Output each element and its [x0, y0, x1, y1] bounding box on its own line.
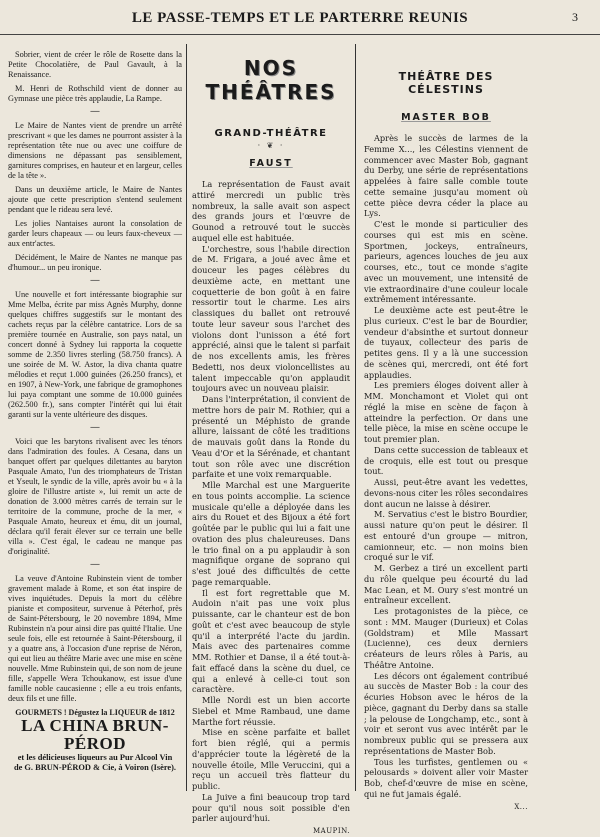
- column-divider: [355, 44, 356, 791]
- article-paragraph: La Juive a fini beaucoup trop tard pour qu'il nous soit possible d'en parler aujourd'hui.: [192, 791, 350, 824]
- article-paragraph: M. Servatius c'est le bistro Bourdier, aussi nature qu'on peut le désirer. Il est entouré d'un groupe — mitron, camionneur, etc. — non moins bien croqué sur le vif.: [364, 509, 528, 563]
- article-paragraph: Dans cette succession de tableaux et de croquis, elle est tout ou presque tout.: [364, 444, 528, 477]
- separator: —: [90, 106, 100, 117]
- news-paragraph: M. Henri de Rothschild vient de donner au Gymnase une pièce très applaudie, La Rampe.: [8, 84, 182, 103]
- article-paragraph: Il est fort regrettable que M. Audoin n'ait pas une voix plus puissante, car le chanteur est de bon goût et c'est avec beaucoup de style qu'il a interprété l'acte du jardin. Mais avec des partenaires comme MM. Rothier et Danse, il a été tout-à-fait effacé dans la scène du duel, ce qui a enlevé à celle-ci tout son caractère.: [192, 587, 350, 695]
- page-header: [0, 0, 600, 35]
- article-signature: X...: [514, 802, 528, 811]
- article-paragraph: C'est le monde si particulier des courses qui est mis en scène. Sportmen, jockeys, entraîneurs, parieurs, agences louches de jeu aux courses, etc., tout ce monde s'agite avec un mouvement, une intensité de vie extraordinaire d'une couleur locale extrêmement intéressante.: [364, 219, 528, 305]
- middle-column: [192, 56, 350, 837]
- article-paragraph: Les premiers éloges doivent aller à MM. Monchamont et Violet qui ont réglé la mise en scène de façon à atteindre la perfection. Or dans une telle pièce, la mise en scène occupe le tout premier plan.: [364, 380, 528, 444]
- article-paragraph: M. Gerbez a tiré un excellent parti du rôle quelque peu écourté du lad Mac Lean, et M. Oury s'est montré un entraîneur excellent.: [364, 563, 528, 606]
- news-paragraph: Les jolies Nantaises auront la consolation de garder leurs chapeaux — ou leurs faux-cheveux — aux entr'actes.: [8, 219, 182, 248]
- left-column: [8, 50, 182, 773]
- news-paragraph: Voici que les barytons rivalisent avec les ténors dans l'admiration des foules. A Cesana, dans un banquet offert par quelques dilettantes au baryton Pasquale Amato, l'un des triomphateurs de Tristan et Yseult, le syndic de la ville, après avoir bu « à la gloire de l'illustre artiste », lui remit un acte de donation de 3.000 mètres carrés de terrain sur le territoire de la commune, proche de la mer, « Pasquale Amato, heureux et ému, dit un journal, déclara qu'il ferait élever sur ce terrain une belle villa ». C'est égal, le cadeau ne manque pas d'originalité.: [8, 437, 182, 556]
- article-signature: MAUPIN.: [313, 827, 350, 835]
- news-paragraph: Décidément, le Maire de Nantes ne manque pas d'humour... un peu ironique.: [8, 253, 182, 272]
- news-paragraph: Sobrier, vient de créer le rôle de Rosette dans la Petite Chocolatière, de Paul Gavault, à la Renaissance.: [8, 50, 182, 79]
- news-paragraph: Dans un deuxième article, le Maire de Nantes ajoute que cette prescription s'entend seulement pendant que le rideau sera levé.: [8, 185, 182, 214]
- article-paragraph: Tous les turfistes, gentlemen ou « pelousards » doivent aller voir Master Bob, chef-d'œuvre de mise en scène, qui ne fut jamais égalé.: [364, 756, 528, 799]
- article-paragraph: L'orchestre, sous l'habile direction de M. Frigara, a joué avec âme et douceur les pages célèbres du deuxième acte, en mettant une coquetterie de bon goût à en faire ressortir tout le charme. Les airs classiques du ballet ont retrouvé toute leur saveur sous l'archet des violons dont l'unisson a été fort apprécié, ainsi que le talent si parfait de nos excellents amis, les frères Bedetti, nos deux violoncellistes au talent impeccable qu'on applaudit toujours avec un nouveau plaisir.: [192, 243, 350, 394]
- article-paragraph: La représentation de Faust avait attiré mercredi un public très nombreux, la salle avait son aspect des grands jours et l'œuvre de Gounod a retrouvé tout le succès auquel elle est habituée.: [192, 179, 350, 243]
- separator: —: [90, 275, 100, 286]
- news-paragraph: Une nouvelle et fort intéressante biographie sur Mme Melba, écrite par miss Agnès Murphy, donne quelques chiffres suggestifs sur le montant des cachets reçus par la célèbre cantatrice. Lors de sa première tournée en Australie, son pays natal, un concert donné à Sydney lui rapporta la coquette somme de 2.350 livres sterling (58.750 francs). A une soirée de M. W. Astor, la diva chanta quatre mélodies et reçut 1.000 guinées (26.250 francs), et en 1907, à New-York, une fabrique de gramophones lui paya comptant une somme de 10.000 guinées (262.500 fr.), sans compter l'intérêt qui lui était garanti sur la vente ultérieure des disques.: [8, 290, 182, 419]
- news-paragraph: La veuve d'Antoine Rubinstein vient de tomber gravement malade à Rome, et son état inspire de vives inquiétudes. Depuis la mort du célèbre pianiste et compositeur, survenue à Péterhof, près de Saint-Pétersbourg, le 20 novembre 1894, Mme Rubinstein n'a pour ainsi dire pas quitté l'Italie. Une seule fois, elle est retournée à Saint-Pétersbourg, il y a quatre ans, à l'occasion d'une reprise de Néron, qui eut lieu au théâtre Marie avec une mise en scène nouvelle. Mme Rubinstein qui, de son nom de jeune fille, s'appelle Wera Tchoukanow, est issue d'une famille noble caucasienne ; elle a eu trois enfants, deux fils et une fille.: [8, 574, 182, 703]
- ornament: · ❦ ·: [257, 141, 285, 150]
- advertisement: [8, 708, 182, 773]
- article-paragraph: Les protagonistes de la pièce, ce sont : MM. Mauger (Durieux) et Colas (Goldstram) et Mlle Massart (Lucienne), ces deux derniers créateurs de leurs rôles à Paris, au Théâtre Antoine.: [364, 606, 528, 670]
- ad-line: et les délicieuses liqueurs au Pur Alcool Vin: [17, 753, 173, 762]
- article-paragraph: Le deuxième acte est peut-être le plus curieux. C'est le bar de Bourdier, vendeur d'absinthe et surtout donneur de tuyaux, collecteur des paris de petites gens. Il y a là une succession de scènes qui, mercredi, ont été fort applaudies.: [364, 305, 528, 380]
- right-column: [364, 70, 528, 812]
- article-title: MASTER BOB: [401, 112, 491, 123]
- article-paragraph: Mlle Marchal est une Marguerite en tous points accomplie. La science musicale qu'elle a déployée dans les airs du Rouet et des Bijoux a été fort goûtée par le public qui lui a fait une ovation des plus chaleureuses. Dans le trio final on a pu applaudir à son magnifique organe de soprano qui s'est joué des difficultés de cette page remarquable.: [192, 480, 350, 587]
- theatre-heading: THÉÂTRE DES CÉLESTINS: [398, 70, 494, 96]
- article-paragraph: Après le succès de larmes de la Femme X..., les Célestins viennent de commencer avec Master Bob, gagnant du Derby, une série de représentations appelées à faire salle comble toute cette semaine jusqu'au moment où cette pièce devra céder la place au Lys.: [364, 133, 528, 219]
- separator: —: [90, 422, 100, 433]
- theatre-heading: GRAND-THÉÂTRE: [214, 128, 328, 139]
- section-masthead: NOS THÉÂTRES: [205, 56, 337, 104]
- ad-line: GOURMETS ! Dégustez la LIQUEUR de 1812: [15, 708, 175, 717]
- ad-brand: LA CHINA BRUN-PÉROD: [21, 716, 169, 753]
- article-paragraph: Mise en scène parfaite et ballet fort bien réglé, qui a permis d'apprécier toute la légèreté de la nouvelle étoile, Mlle Veruccini, qui a reçu un accueil très flatteur du public.: [192, 727, 350, 791]
- article-title: FAUST: [249, 158, 293, 169]
- column-divider: [186, 44, 187, 791]
- article-paragraph: Dans l'interprétation, il convient de mettre hors de pair M. Rothier, qui a présenté un Méphisto de grande allure, laissant de côté les traditions de mauvais goût dans la Ronde du Veau d'Or et la Sérénade, et chantant tout son rôle avec une discrétion parfaite et une voix remarquable.: [192, 394, 350, 480]
- newspaper-title: LE PASSE-TEMPS ET LE PARTERRE REUNIS: [131, 10, 469, 26]
- article-paragraph: Les décors ont également contribué au succès de Master Bob : la cour des écuries Hobson avec le héros de la pièce, gagnant du Derby dans sa stalle ; la pelouse de Longchamp, etc., sont à voir et seront vus avec intérêt par le nombreux public qui se pressera aux représentations de Master Bob.: [364, 670, 528, 756]
- separator: —: [90, 559, 100, 570]
- ad-line: de G. BRUN-PÉROD & Cie, à Voiron (Isère).: [13, 763, 177, 772]
- article-paragraph: Mlle Nordi est un bien accorte Siebel et Mme Rambaud, une dame Marthe fort réussie.: [192, 695, 350, 727]
- news-paragraph: Le Maire de Nantes vient de prendre un arrêté prescrivant « que les dames ne pourront assister à la représentation tête nue ou avec une coiffure de dimensions ne dépassant pas sensiblement, garnitures comprises, en hauteur et en largeur, celles de la tête ».: [8, 121, 182, 180]
- page-number: 3: [572, 10, 578, 24]
- article-paragraph: Aussi, peut-être avant les vedettes, devons-nous citer les rôles secondaires dont aucun ne laisse à désirer.: [364, 477, 528, 509]
